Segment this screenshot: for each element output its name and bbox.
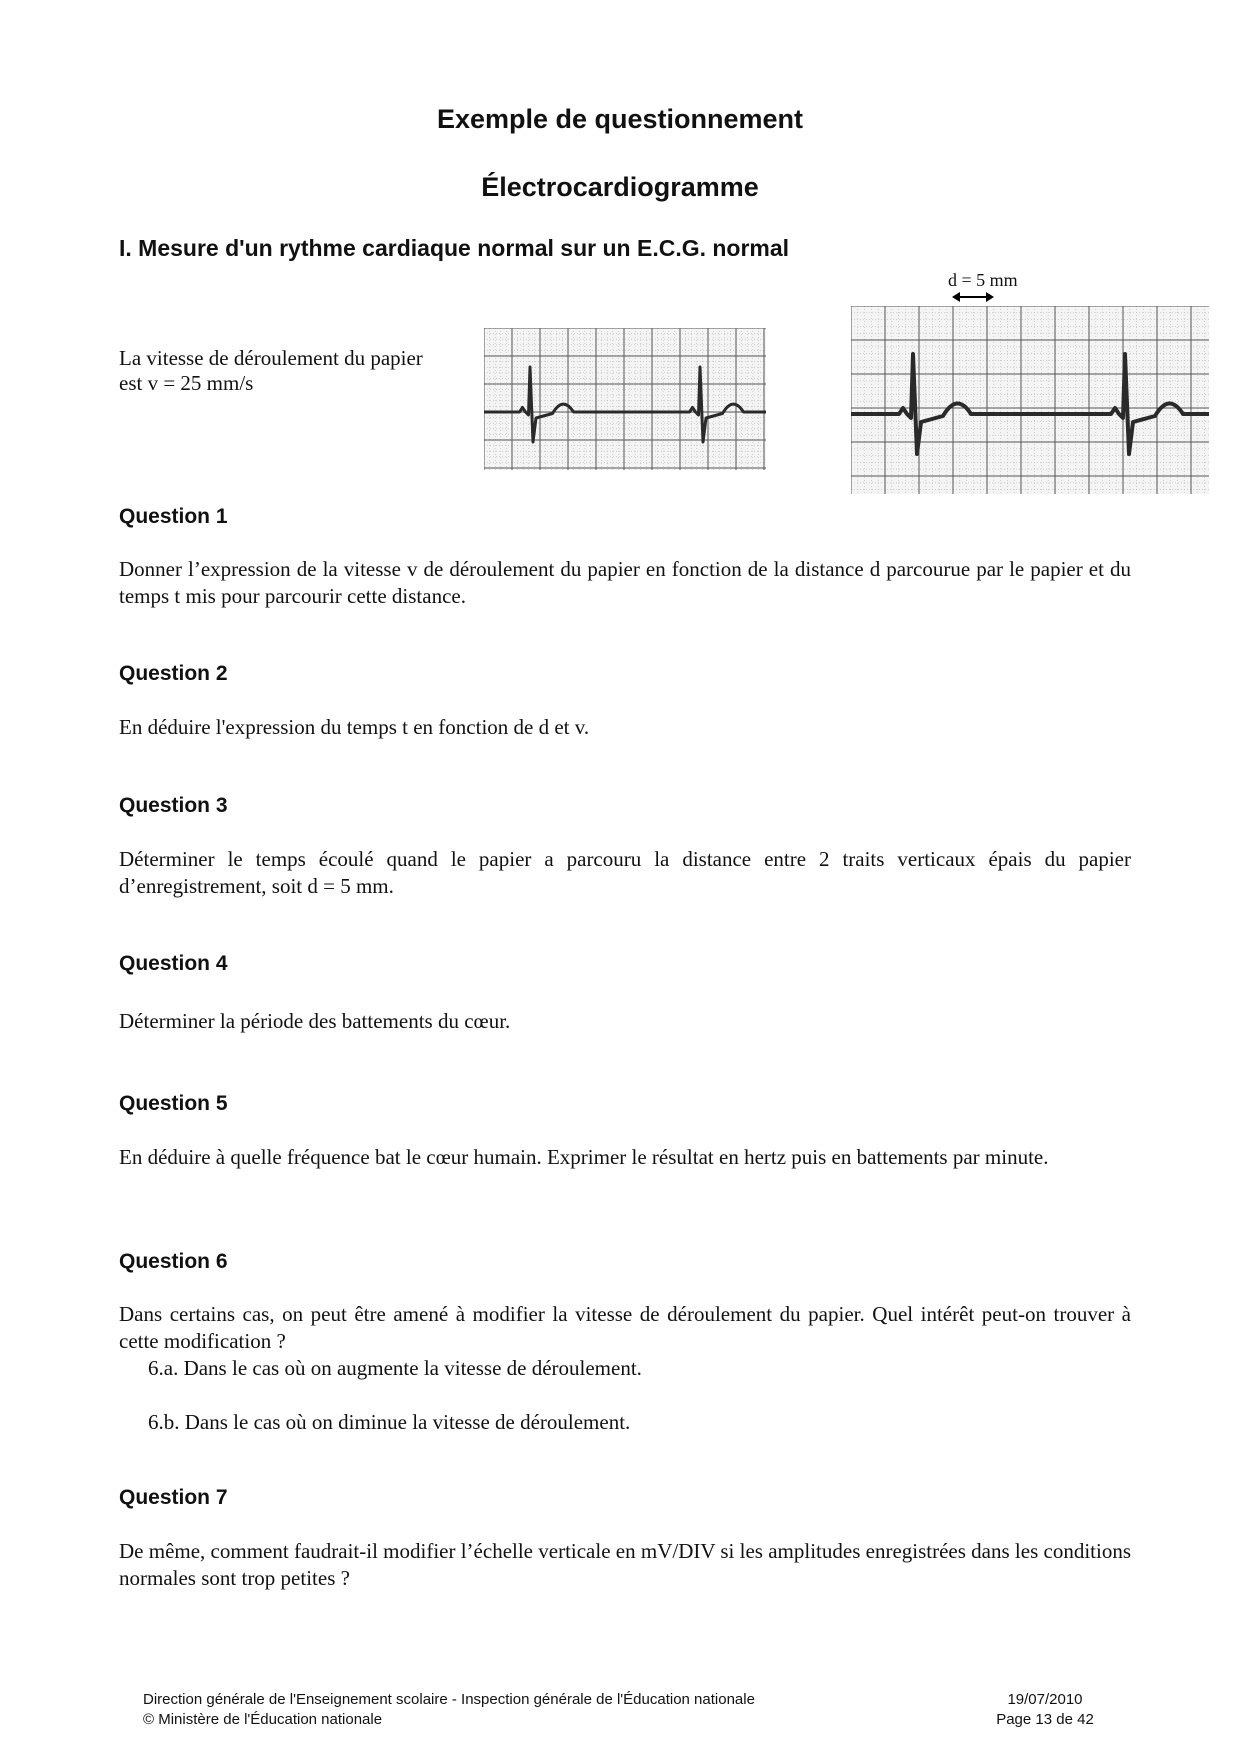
double-arrow-icon [952,290,994,304]
footer-right [980,1690,1110,1730]
question-2-text: En déduire l'expression du temps t en fonction de d et v. [119,715,590,739]
ecg-trace-small [484,328,766,470]
question-1-heading: Question 1 [119,505,228,528]
question-4-text: Déterminer la période des battements du cœur. [119,1009,511,1033]
question-5-text: En déduire à quelle fréquence bat le cœur humain. Exprimer le résultat en hertz puis en battements par minute. [119,1145,1049,1169]
scale-arrow [952,290,994,304]
ecg-trace-large [851,306,1209,494]
question-6-text: Dans certains cas, on peut être amené à modifier la vitesse de déroulement du papier. Quel intérêt peut-on trouver à cette modification ? [119,1302,1131,1353]
question-3-text: Déterminer le temps écoulé quand le papier a parcouru la distance entre 2 traits verticaux épais du papier d’enregistrement, soit d = 5 mm. [119,847,1131,898]
ecg-paper [851,306,1209,494]
page-title: Exemple de questionnement [436,104,804,134]
intro-text [119,346,465,396]
footer-copyright: © Ministère de l'Éducation nationale [143,1711,383,1728]
question-6a-text: 6.a. Dans le cas où on augmente la vitesse de déroulement. [148,1356,642,1380]
question-7-heading: Question 7 [119,1486,228,1509]
intro-line-1: La vitesse de déroulement du papier [119,346,423,370]
question-6b-text: 6.b. Dans le cas où on diminue la vitesse de déroulement. [148,1410,631,1434]
ecg-figure-small [484,328,766,470]
question-7-text: De même, comment faudrait-il modifier l’échelle verticale en mV/DIV si les amplitudes enregistrées dans les conditions normales sont trop petites ? [119,1539,1131,1590]
intro-line-2: est v = 25 mm/s [119,371,254,395]
question-1-text: Donner l’expression de la vitesse v de déroulement du papier en fonction de la distance d parcourue par le papier et du temps t mis pour parcourir cette distance. [119,557,1131,608]
ecg-scale-label: d = 5 mm [948,270,1018,290]
ecg-paper [484,328,766,470]
ecg-figure-large [851,306,1209,494]
section-heading: I. Mesure d'un rythme cardiaque normal sur un E.C.G. normal [119,235,790,261]
question-2-heading: Question 2 [119,662,228,685]
footer-page-number: Page 13 de 42 [996,1711,1094,1728]
question-6-heading: Question 6 [119,1250,228,1273]
question-3-heading: Question 3 [119,794,228,817]
footer-date: 19/07/2010 [1007,1691,1083,1708]
footer-institution: Direction générale de l'Enseignement scolaire - Inspection générale de l'Éducation nationale [143,1691,755,1708]
footer-left [143,1690,755,1730]
question-5-heading: Question 5 [119,1092,228,1115]
question-4-heading: Question 4 [119,952,228,975]
page-subtitle: Électrocardiogramme [481,172,759,202]
